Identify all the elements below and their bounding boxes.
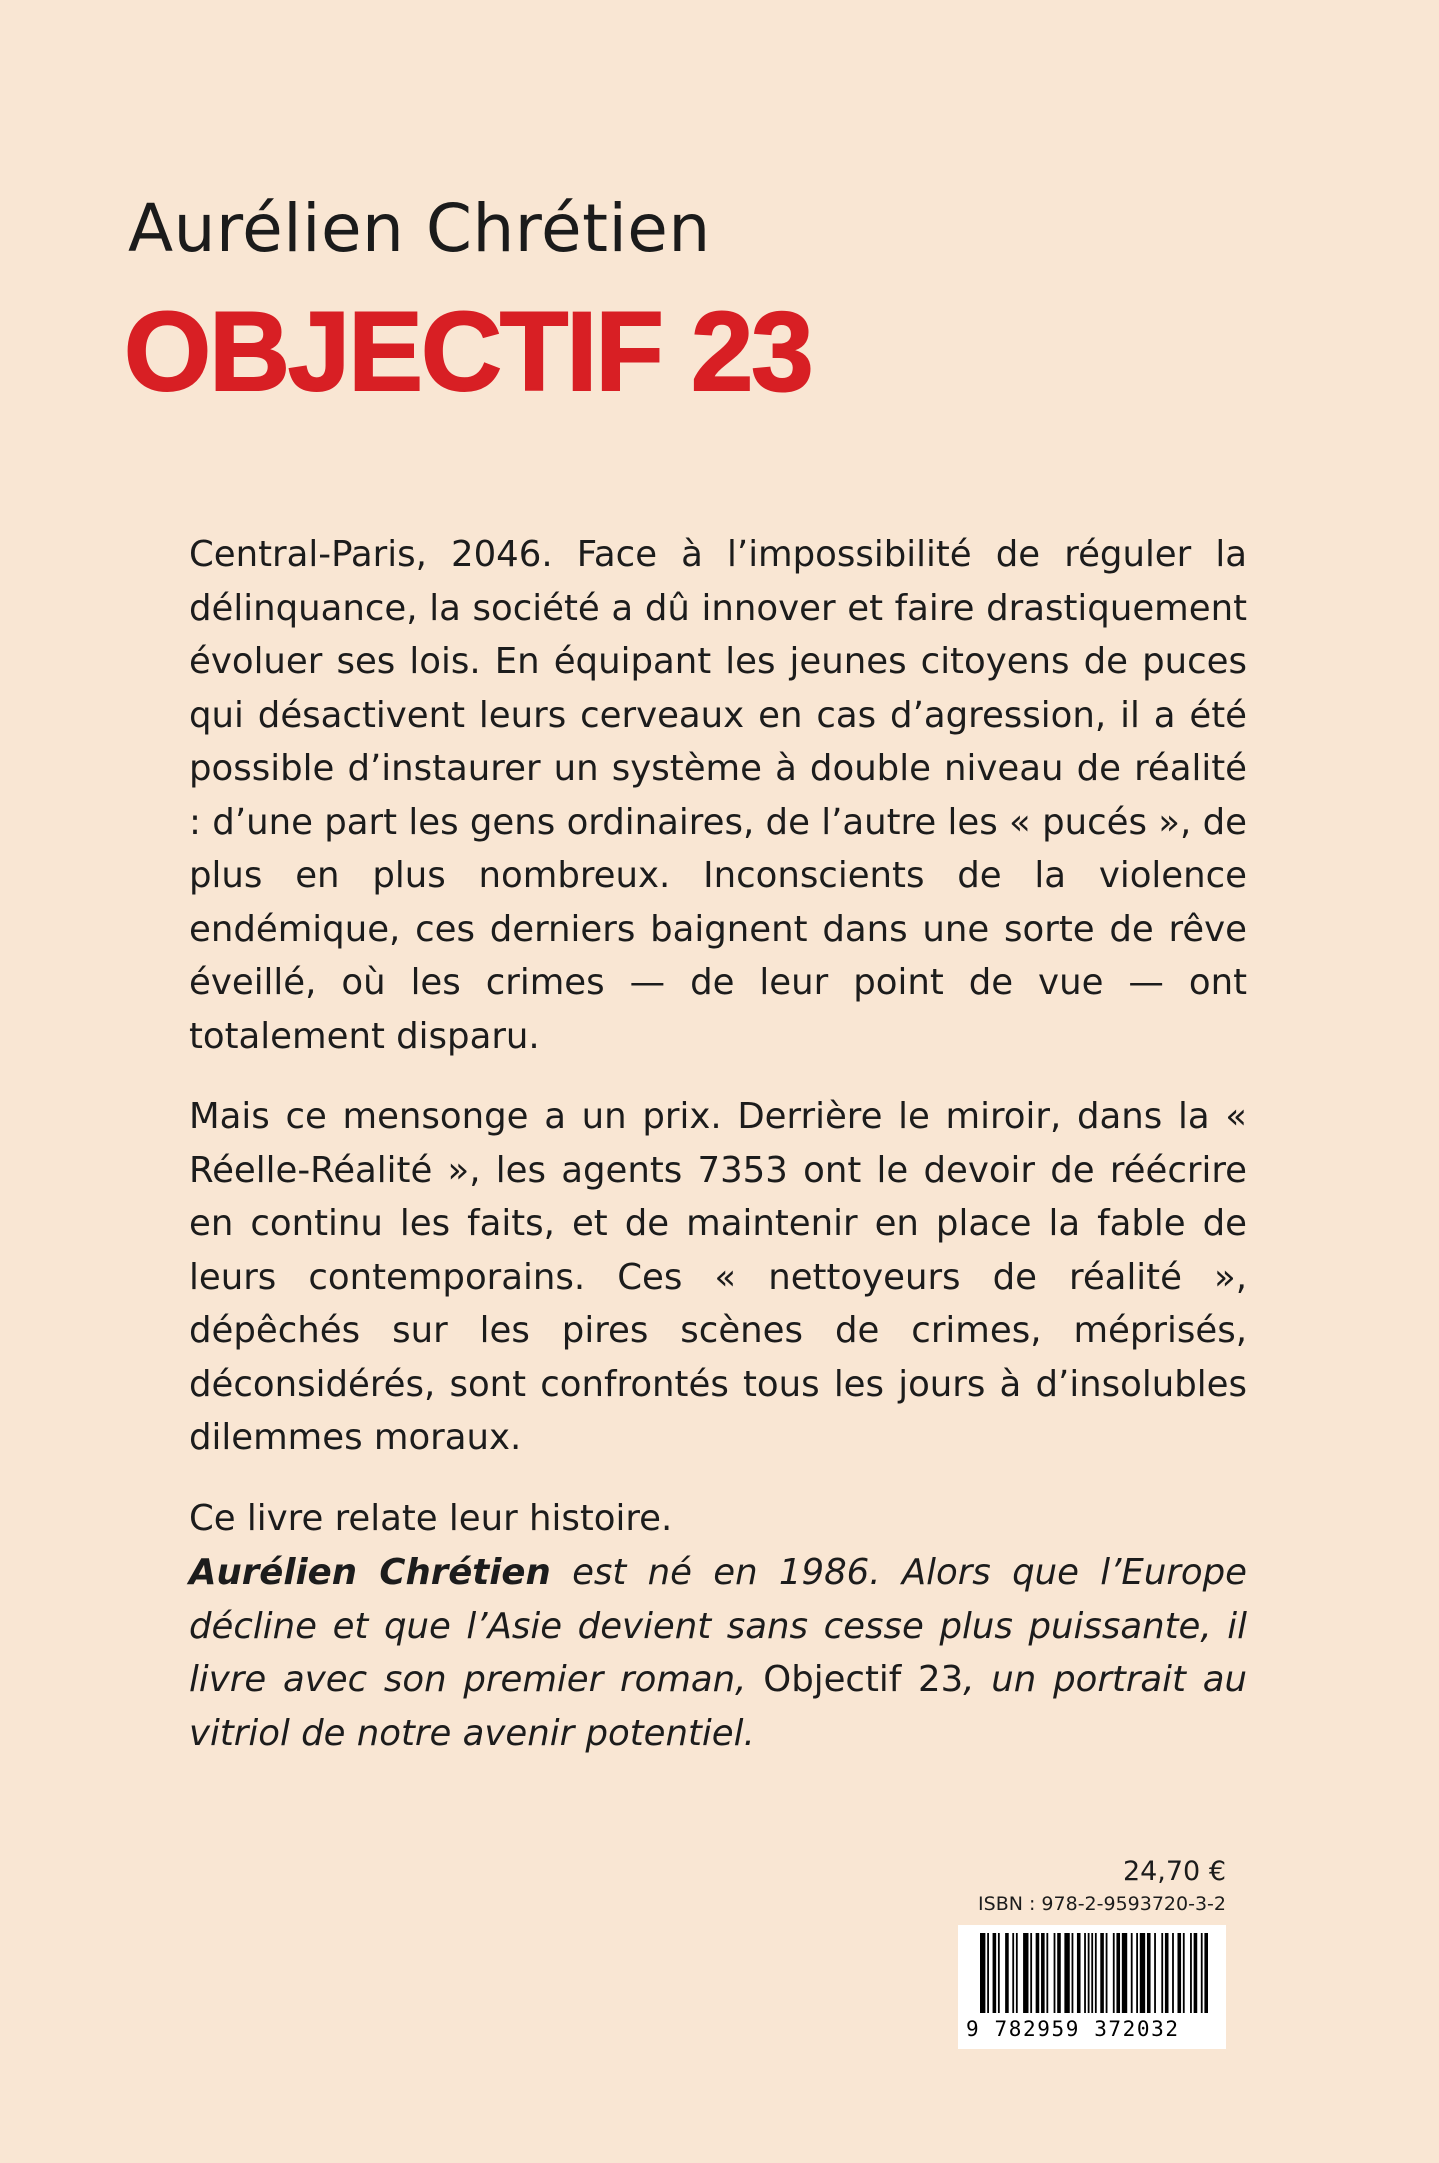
synopsis-paragraph-2: Mais ce mensonge a un prix. Derrière le miroir, dans la « Réelle-Réalité », les agents 7353 ont le devoir de réécrire en continu les faits, et de maintenir en place la fable de leurs contemporains. Ces « nettoyeurs de réalité », dépêchés sur les pires scènes de crimes, méprisés, déconsidérés, sont confrontés tous les jours à d’insolubles dilemmes moraux. [189,1096,1247,1458]
barcode [958,1925,1226,2049]
bio-author-name: Aurélien Chrétien [189,1552,551,1593]
author-name: Aurélien Chrétien [128,190,711,267]
bio-book-title: Objectif 23 [763,1659,964,1700]
author-bio [189,1546,1247,1760]
book-title: OBJECTIF 23 [124,289,812,414]
isbn-label: ISBN : 978-2-9593720-3-2 [978,1893,1226,1915]
synopsis-paragraph-1: Central-Paris, 2046. Face à l’impossibilité de réguler la délinquance, la société a dû innover et faire drastiquement évoluer ses lois. En équipant les jeunes citoyens de puces qui désactivent leurs cerveaux en cas d’agression, il a été possible d’instaurer un système à double niveau de réalité : d’une part les gens ordinaires, de l’autre les « pucés », de plus en plus nombreux. Inconscients de la violence endémique, ces derniers baignent dans une sorte de rêve éveillé, où les crimes — de leur point de vue — ont totalement disparu. [189,534,1247,1057]
price-label: 24,70 € [1122,1856,1226,1887]
bio-text-1: est né en 1986. Alors que l’Europe décline et que l’Asie devient sans cesse plus puissante, il livre avec son premier roman, [189,1552,1248,1700]
bio-text-2: , un portrait au vitriol de notre avenir potentiel. [189,1659,1248,1754]
barcode-digits: 9 782959 372032 [966,2017,1180,2041]
synopsis [189,528,1247,1572]
synopsis-paragraph-3: Ce livre relate leur histoire. [189,1497,673,1539]
